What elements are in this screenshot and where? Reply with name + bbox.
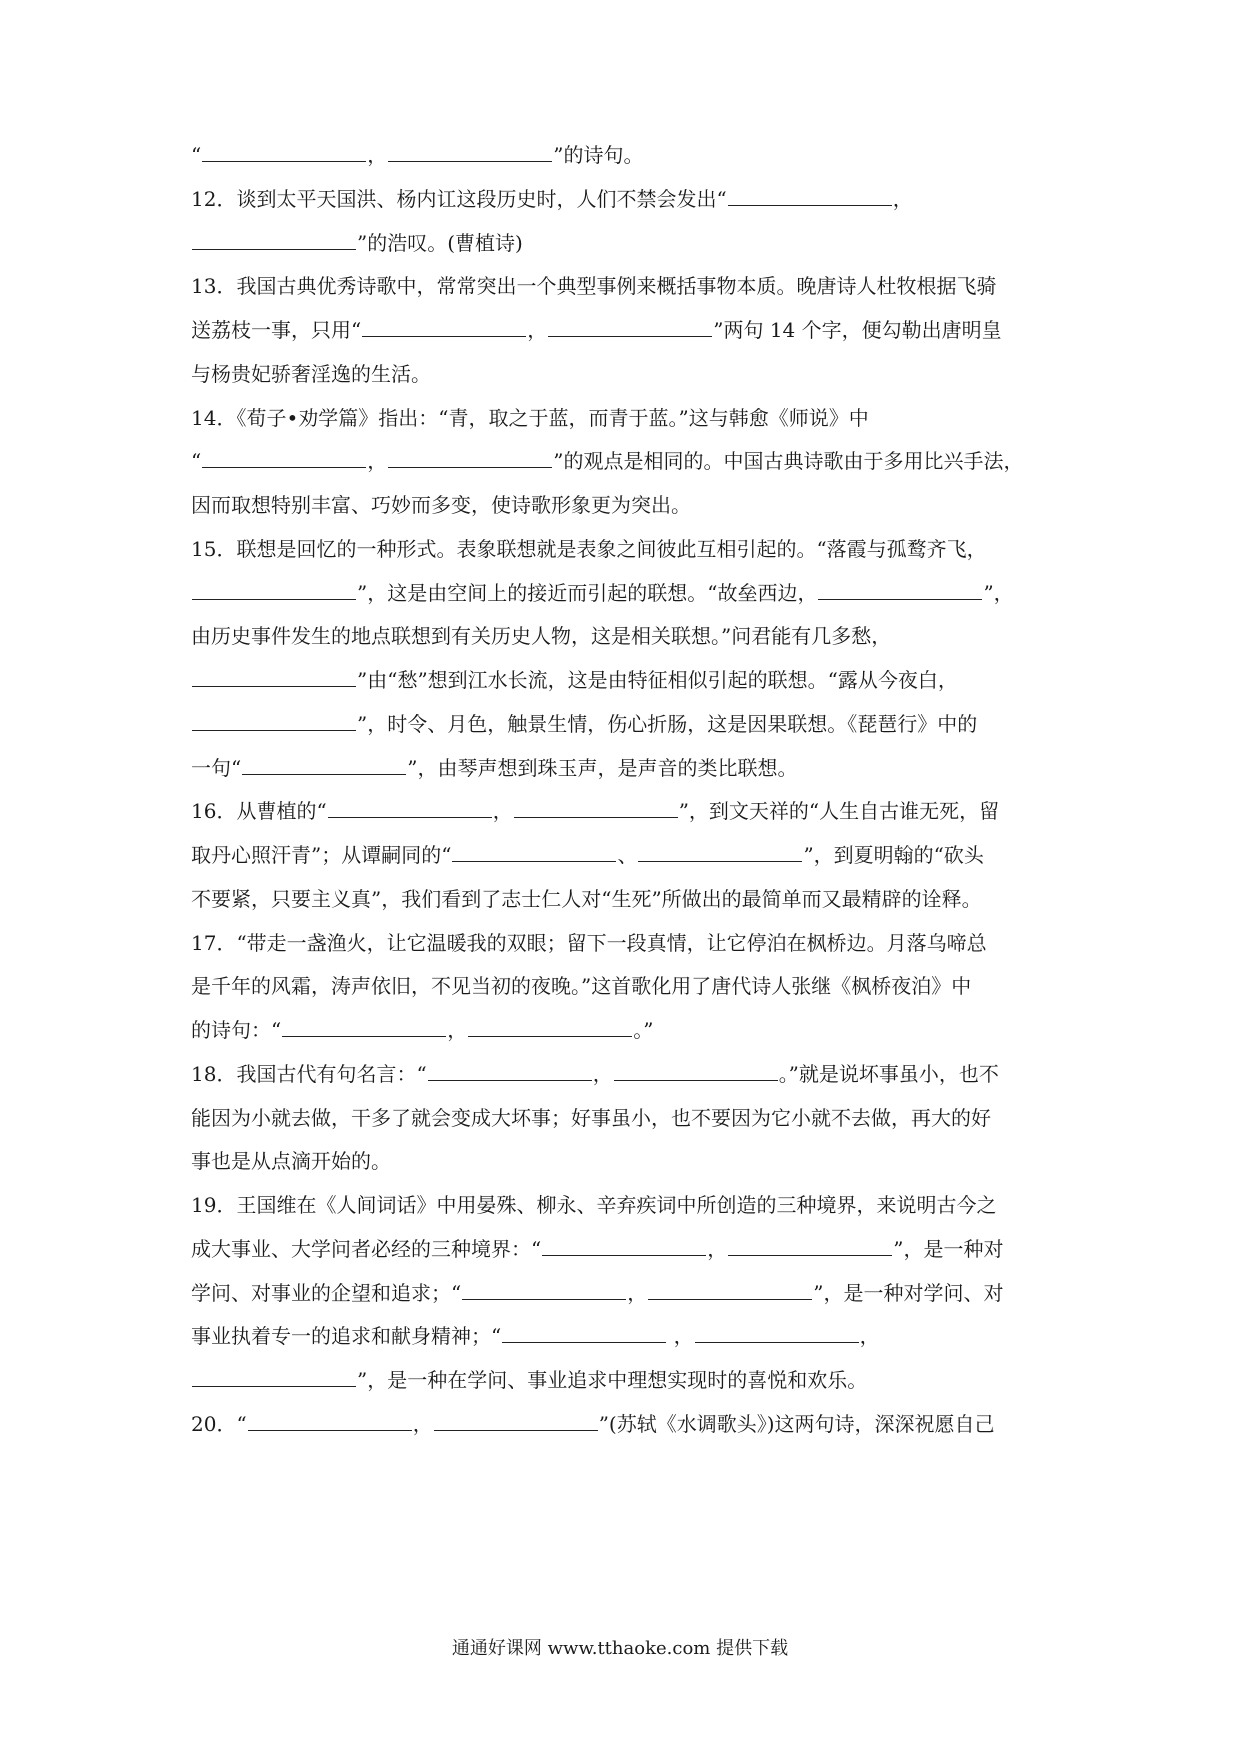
line-text: “ — [191, 143, 202, 167]
answer-blank[interactable] — [242, 756, 406, 775]
answer-blank[interactable] — [192, 231, 356, 250]
answer-blank[interactable] — [542, 1237, 706, 1256]
answer-blank[interactable] — [728, 1237, 892, 1256]
answer-blank[interactable] — [434, 1412, 598, 1431]
line-text: ”的浩叹。(曹植诗) — [357, 230, 523, 255]
line-text: ， — [367, 143, 388, 167]
answer-blank[interactable] — [362, 318, 526, 337]
answer-blank[interactable] — [648, 1281, 812, 1300]
line-text: 由历史事件发生的地点联想到有关历史人物，这是相关联想。”问君能有几多愁， — [191, 624, 892, 649]
answer-blank[interactable] — [462, 1281, 626, 1300]
text-line — [191, 272, 1061, 300]
text-line — [191, 360, 1061, 388]
line-text: ， — [627, 1280, 648, 1305]
line-text: ， — [667, 1324, 694, 1349]
line-text: 一句“ — [191, 755, 242, 780]
line-text: ”，到文天祥的“人生自古谁无死，留 — [678, 799, 1000, 824]
line-text: 是千年的风霜，涛声依旧，不见当初的夜晚。”这首歌化用了唐代诗人张继《枫桥夜泊》中 — [191, 974, 972, 999]
answer-blank[interactable] — [192, 712, 356, 731]
answer-blank[interactable] — [202, 143, 366, 162]
line-text: ”，是一种对学问、对 — [813, 1280, 1004, 1305]
text-line — [191, 185, 1061, 213]
answer-blank[interactable] — [282, 1018, 446, 1037]
text-line — [191, 710, 1061, 738]
line-text: 与杨贵妃骄奢淫逸的生活。 — [191, 361, 431, 386]
line-text: 因而取想特别丰富、巧妙而多变，使诗歌形象更为突出。 — [191, 493, 691, 517]
text-line — [191, 141, 1061, 169]
line-text: 14．《荀子•劝学篇》指出：“青，取之于蓝，而青于蓝。”这与韩愈《师说》中 — [191, 405, 869, 430]
line-text: ， — [707, 1236, 728, 1261]
answer-blank[interactable] — [728, 187, 892, 206]
line-text: ”两句 14 个字，便勾勒出唐明皇 — [713, 318, 1002, 342]
text-line — [191, 885, 1061, 913]
answer-blank[interactable] — [452, 843, 616, 862]
text-line — [191, 1366, 1061, 1394]
text-line — [191, 447, 1061, 475]
text-line — [191, 797, 1061, 825]
line-text: ”，由琴声想到珠玉声，是声音的类比联想。 — [407, 755, 798, 780]
line-text: ”，到夏明翰的“砍头 — [803, 843, 984, 867]
text-line — [191, 666, 1061, 694]
line-text: 15．联想是回忆的一种形式。表象联想就是表象之间彼此互相引起的。“落霞与孤鹜齐飞， — [191, 536, 987, 561]
answer-blank[interactable] — [192, 581, 356, 600]
answer-blank[interactable] — [514, 799, 678, 818]
text-line — [191, 1191, 1061, 1219]
answer-blank[interactable] — [548, 318, 712, 337]
line-text: ”，是一种对 — [893, 1236, 1004, 1261]
line-text: 。”就是说坏事虽小，也不 — [778, 1061, 999, 1086]
line-text: 20．“ — [191, 1411, 247, 1436]
line-text: ， — [859, 1324, 880, 1349]
text-line — [191, 404, 1061, 432]
text-line — [191, 754, 1061, 782]
line-text: ”的观点是相同的。中国古典诗歌由于多用比兴手法， — [553, 449, 1024, 474]
line-text: 取丹心照汗青”；从谭嗣同的“ — [191, 843, 452, 867]
text-line — [191, 491, 1061, 519]
line-text: 12．谈到太平天国洪、杨内讧这段历史时，人们不禁会发出“ — [191, 186, 727, 211]
text-line — [191, 1104, 1061, 1132]
line-text: ， — [892, 186, 913, 211]
line-text: 16．从曹植的“ — [191, 799, 327, 824]
text-line — [191, 316, 1061, 344]
text-line — [191, 929, 1061, 957]
answer-blank[interactable] — [638, 843, 802, 862]
line-text: 13．我国古典优秀诗歌中，常常突出一个典型事例来概括事物本质。晚唐诗人杜牧根据飞骑 — [191, 274, 997, 299]
line-text: 、 — [617, 843, 638, 867]
text-line — [191, 841, 1061, 869]
answer-blank[interactable] — [468, 1018, 632, 1037]
line-text: 学问、对事业的企望和追求；“ — [191, 1280, 462, 1305]
line-text: ”的诗句。 — [553, 143, 644, 167]
answer-blank[interactable] — [695, 1324, 859, 1343]
line-text: ”由“愁”想到江水长流，这是由特征相似引起的联想。“露从今夜白， — [357, 668, 958, 692]
line-text: ”，是一种在学问、事业追求中理想实现时的喜悦和欢乐。 — [357, 1368, 868, 1392]
text-line — [191, 1279, 1061, 1307]
line-text: ， — [527, 318, 548, 342]
line-text: 能因为小就去做，干多了就会变成大坏事；好事虽小，也不要因为它小就不去做，再大的好 — [191, 1105, 991, 1130]
line-text: “ — [191, 449, 202, 474]
line-text: 19．王国维在《人间词话》中用晏殊、柳永、辛弃疾词中所创造的三种境界，来说明古今之 — [191, 1193, 997, 1217]
text-line — [191, 1235, 1061, 1263]
text-line — [191, 1016, 1061, 1044]
text-line — [191, 579, 1061, 607]
line-text: ， — [492, 799, 513, 824]
line-text: ， — [412, 1411, 433, 1436]
line-text: ”，这是由空间上的接近而引起的联想。“故垒西边， — [357, 580, 818, 605]
text-line — [191, 535, 1061, 563]
answer-blank[interactable] — [202, 449, 366, 468]
answer-blank[interactable] — [192, 668, 356, 687]
text-line — [191, 1322, 1061, 1350]
line-text: ， — [592, 1061, 613, 1086]
answer-blank[interactable] — [502, 1324, 666, 1343]
answer-blank[interactable] — [248, 1412, 412, 1431]
answer-blank[interactable] — [818, 581, 982, 600]
answer-blank[interactable] — [388, 449, 552, 468]
line-text: ， — [447, 1018, 468, 1042]
line-text: 17．“带走一盏渔火，让它温暖我的双眼；留下一段真情，让它停泊在枫桥边。月落乌啼总 — [191, 930, 987, 955]
answer-blank[interactable] — [192, 1368, 356, 1387]
line-text: 事也是从点滴开始的。 — [191, 1149, 391, 1174]
line-text: 。” — [633, 1018, 654, 1042]
text-line — [191, 1060, 1061, 1088]
answer-blank[interactable] — [614, 1062, 778, 1081]
line-text: 事业执着专一的追求和献身精神；“ — [191, 1324, 502, 1349]
page-footer: 通通好课网 www.tthaoke.com 提供下载 — [451, 1638, 789, 1659]
answer-blank[interactable] — [328, 799, 492, 818]
text-line — [191, 1410, 1061, 1438]
line-text: ”，时令、月色，触景生情，伤心折肠，这是因果联想。《琵琶行》中的 — [357, 711, 978, 736]
text-line — [191, 622, 1061, 650]
line-text: ， — [367, 449, 388, 474]
line-text: 成大事业、大学问者必经的三种境界：“ — [191, 1236, 542, 1261]
line-text: 不要紧，只要主义真”，我们看到了志士仁人对“生死”所做出的最简单而又最精辟的诠释。 — [191, 886, 982, 911]
answer-blank[interactable] — [388, 143, 552, 162]
text-line — [191, 1147, 1061, 1175]
text-line — [191, 972, 1061, 1000]
line-text: 送荔枝一事，只用“ — [191, 318, 362, 342]
line-text: ”， — [983, 580, 1014, 605]
text-line — [191, 229, 1061, 257]
line-text: 的诗句：“ — [191, 1018, 282, 1042]
line-text: ”(苏轼《水调歌头》)这两句诗，深深祝愿自己 — [598, 1411, 995, 1436]
line-text: 18．我国古代有句名言：“ — [191, 1061, 427, 1086]
answer-blank[interactable] — [428, 1062, 592, 1081]
